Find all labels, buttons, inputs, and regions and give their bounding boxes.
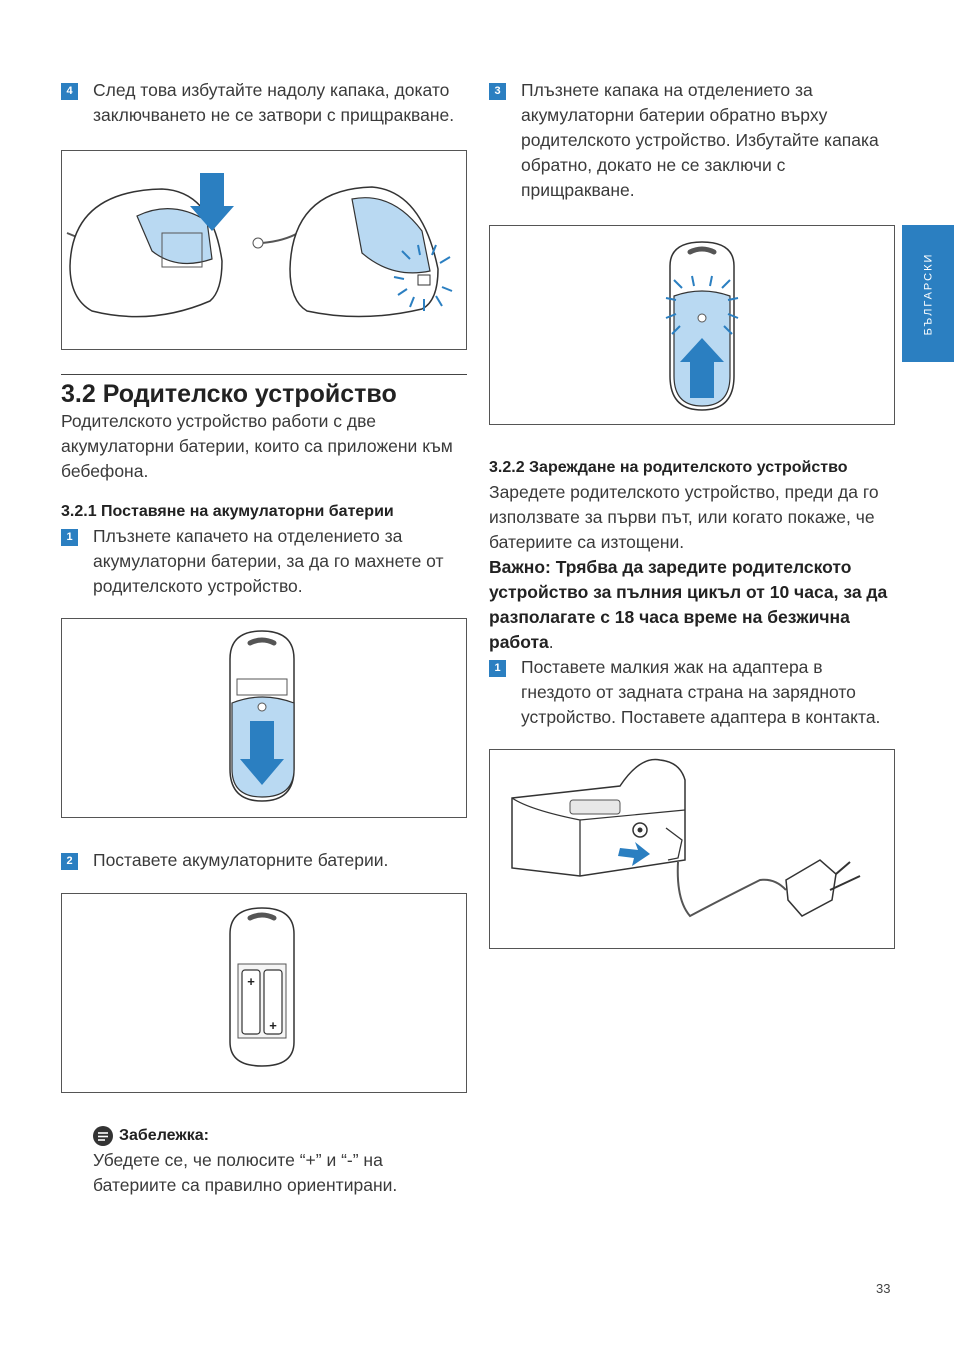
step-badge: 2: [61, 853, 78, 870]
left-column: [61, 78, 467, 1198]
figure-insert-batteries: [61, 893, 467, 1093]
step-badge: 1: [489, 660, 506, 677]
important-end: .: [548, 632, 554, 652]
note-box: [61, 1123, 467, 1198]
step-badge: 1: [61, 529, 78, 546]
note-icon: [93, 1126, 113, 1146]
right-column: [489, 78, 895, 949]
figure-remove-cover: [61, 618, 467, 818]
important-notice: [489, 555, 895, 655]
step-3: [489, 78, 895, 203]
section-intro: Родителското устройство работи с две акумулаторни батерии, които са приложени към бебефона.: [61, 411, 453, 481]
step-text: Плъзнете капака на отделението за акумулаторни батерии обратно върху родителското устройство. Избутайте капака обратно, докато не се заключи с прищракване.: [521, 80, 879, 200]
figure-lock-cover: [61, 150, 467, 350]
note-title: Забележка:: [119, 1127, 209, 1144]
figure-charger-adapter: [489, 749, 895, 949]
charge-intro: Заредете родителското устройство, преди да го използвате за първи път, или когато покаже, че батериите са изтощени.: [489, 482, 879, 552]
note-text: Убедете се, че полюсите “+” и “-” на батериите са правилно ориентирани.: [93, 1150, 398, 1195]
important-bold: Важно: Трябва да заредите родителското устройство за пълния цикъл от 10 часа, за да разполагате с 18 часа време на безжична работа: [489, 557, 888, 652]
step-2: [61, 848, 467, 873]
step-text: Плъзнете капачето на отделението за акумулаторни батерии, за да го махнете от родителското устройство.: [93, 526, 444, 596]
battery-plus-sign: +: [269, 1018, 277, 1033]
step-1-charge: [489, 655, 895, 730]
step-4: [61, 78, 467, 128]
subsection-heading: 3.2.1 Поставяне на акумулаторни батерии: [61, 503, 394, 520]
figure-replace-cover: [489, 225, 895, 425]
subsection-heading: 3.2.2 Зареждане на родителското устройство: [489, 459, 848, 476]
section-title: 3.2 Родителско устройство: [61, 380, 397, 408]
language-side-tab: [902, 225, 954, 362]
illustration-handset-cover-slide-down: [62, 619, 466, 817]
illustration-charger-with-adapter: [490, 750, 894, 948]
illustration-handset-batteries: [62, 894, 466, 1092]
step-badge: 3: [489, 83, 506, 100]
step-text: Поставете акумулаторните батерии.: [93, 850, 389, 870]
illustration-base-station-lock: [62, 151, 466, 349]
illustration-handset-cover-slide-up: [490, 226, 894, 424]
page-number: 33: [876, 1281, 891, 1296]
note-heading: [93, 1123, 467, 1148]
step-text: Поставете малкия жак на адаптера в гнездото от задната страна на зарядното устройство. Поставете адаптера в контакта.: [521, 657, 881, 727]
language-label: БЪЛГАРСКИ: [922, 252, 934, 335]
step-text: След това избутайте надолу капака, докато заключването не се затвори с прищракване.: [93, 80, 455, 125]
section-divider: [61, 374, 467, 375]
battery-plus-sign: +: [247, 974, 255, 989]
step-badge: 4: [61, 83, 78, 100]
step-1: [61, 524, 467, 599]
